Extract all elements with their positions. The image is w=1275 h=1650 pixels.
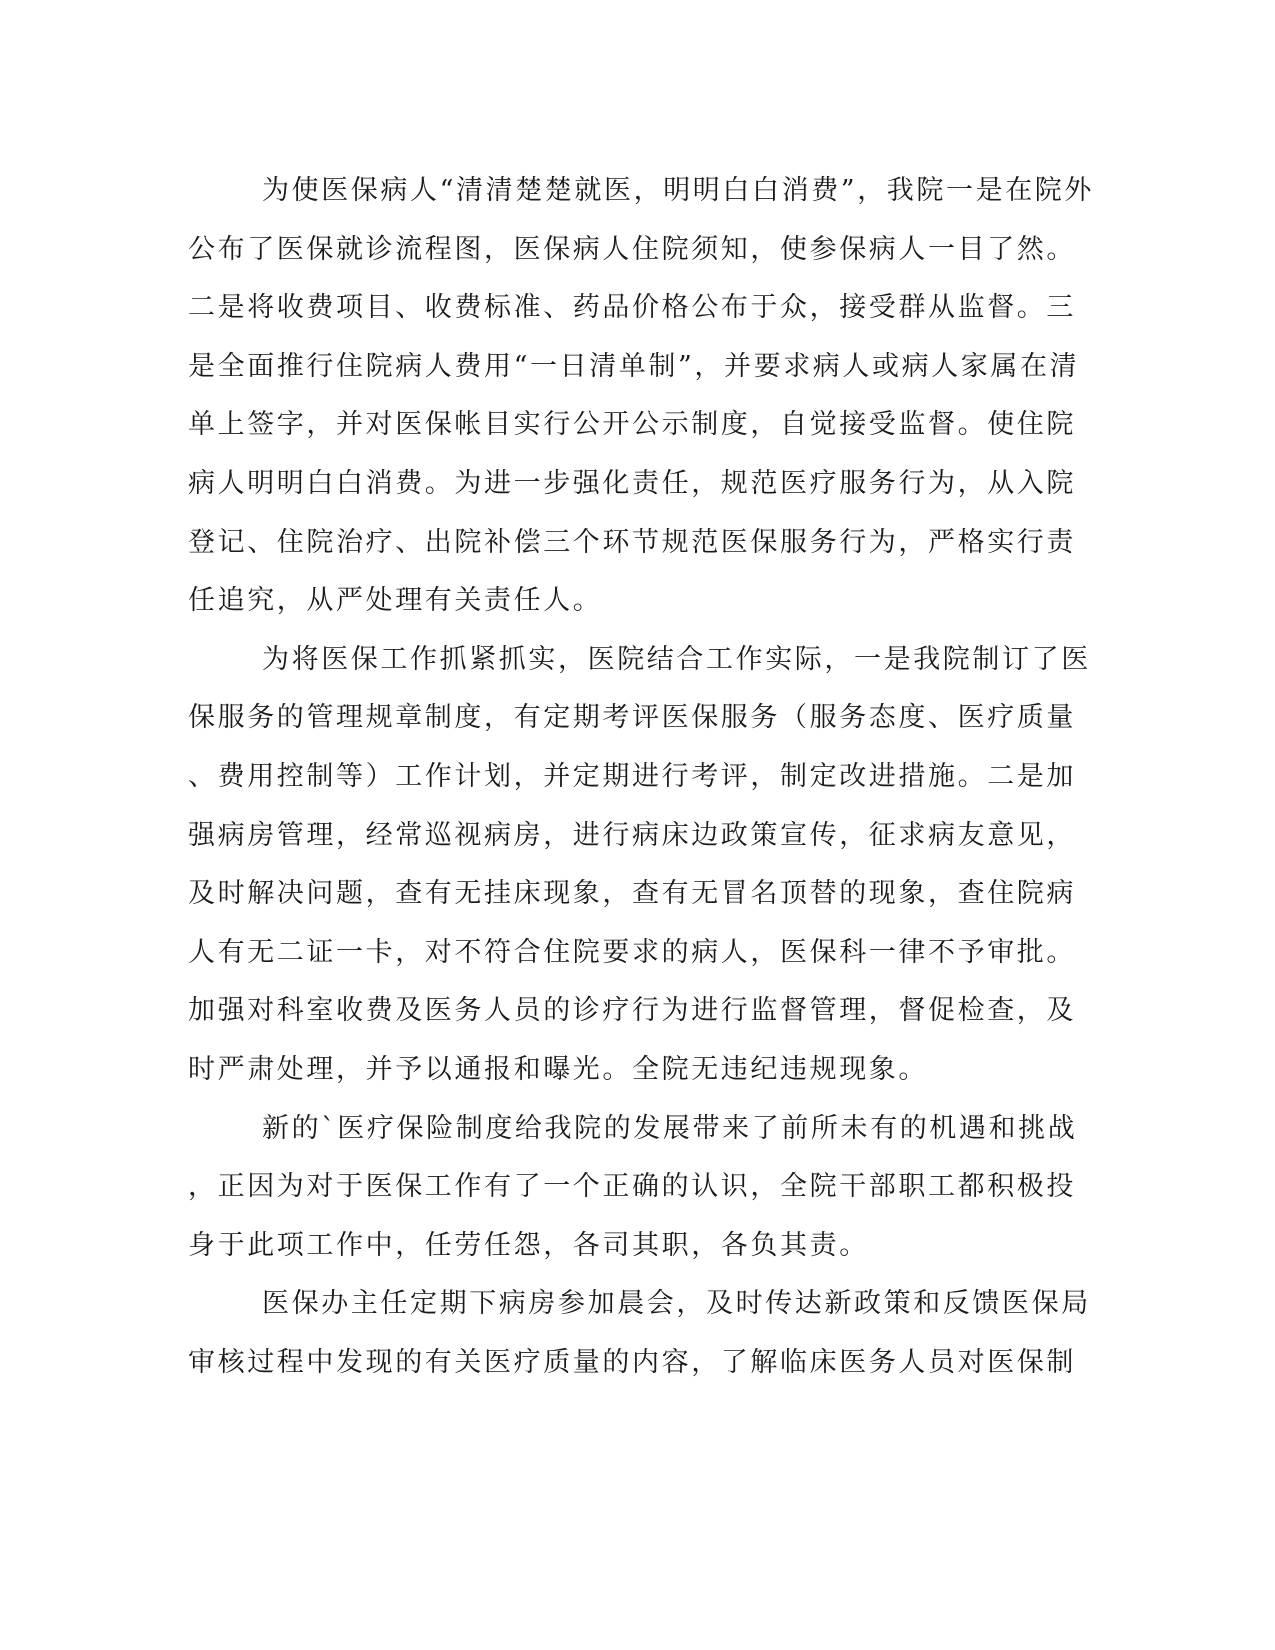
text-line: 为将医保工作抓紧抓实，医院结合工作实际，一是我院制订了医 [262, 643, 1091, 675]
text-line: 强病房管理，经常巡视病房，进行病床边政策宣传，征求病友意见， [188, 819, 1076, 851]
text-line: 审核过程中发现的有关医疗质量的内容，了解临床医务人员对医保制 [188, 1346, 1076, 1378]
text-line: 为使医保病人“清清楚楚就医，明明白白消费”，我院一是在院外 [262, 175, 1095, 206]
text-line: 登记、住院治疗、出院补偿三个环节规范医保服务行为，严格实行责 [188, 526, 1076, 558]
text-line: 医保办主任定期下病房参加晨会，及时传达新政策和反馈医保局 [262, 1288, 1091, 1320]
text-line: 病人明明白白消费。为进一步强化责任，规范医疗服务行为，从入院 [188, 467, 1076, 499]
text-line: 任追究，从严处理有关责任人。 [188, 585, 603, 617]
document-body [188, 162, 1095, 1392]
text-line: ，正因为对于医保工作有了一个正确的认识，全院干部职工都积极投 [188, 1171, 1076, 1203]
text-line: 是全面推行住院病人费用“一日清单制”，并要求病人或病人家属在清 [188, 350, 1080, 382]
text-line: 新的`医疗保险制度给我院的发展带来了前所未有的机遇和挑战 [262, 1112, 1078, 1144]
text-line: 二是将收费项目、收费标准、药品价格公布于众，接受群从监督。三 [188, 292, 1076, 324]
text-line: 加强对科室收费及医务人员的诊疗行为进行监督管理，督促检查，及 [188, 995, 1076, 1027]
text-line: 时严肃处理，并予以通报和曝光。全院无违纪违规现象。 [188, 1053, 928, 1085]
text-line: 及时解决问题，查有无挂床现象，查有无冒名顶替的现象，查住院病 [188, 878, 1076, 910]
text-line: 身于此项工作中，任劳任怨，各司其职，各负其责。 [188, 1229, 869, 1261]
text-line: 、费用控制等）工作计划，并定期进行考评，制定改进措施。二是加 [188, 760, 1076, 792]
text-line: 单上签字，并对医保帐目实行公开公示制度，自觉接受监督。使住院 [188, 409, 1076, 441]
text-line: 保服务的管理规章制度，有定期考评医保服务（服务态度、医疗质量 [188, 702, 1076, 734]
text-line: 人有无二证一卡，对不符合住院要求的病人，医保科一律不予审批。 [188, 936, 1076, 968]
text-line: 公布了医保就诊流程图，医保病人住院须知，使参保病人一目了然。 [188, 233, 1076, 265]
